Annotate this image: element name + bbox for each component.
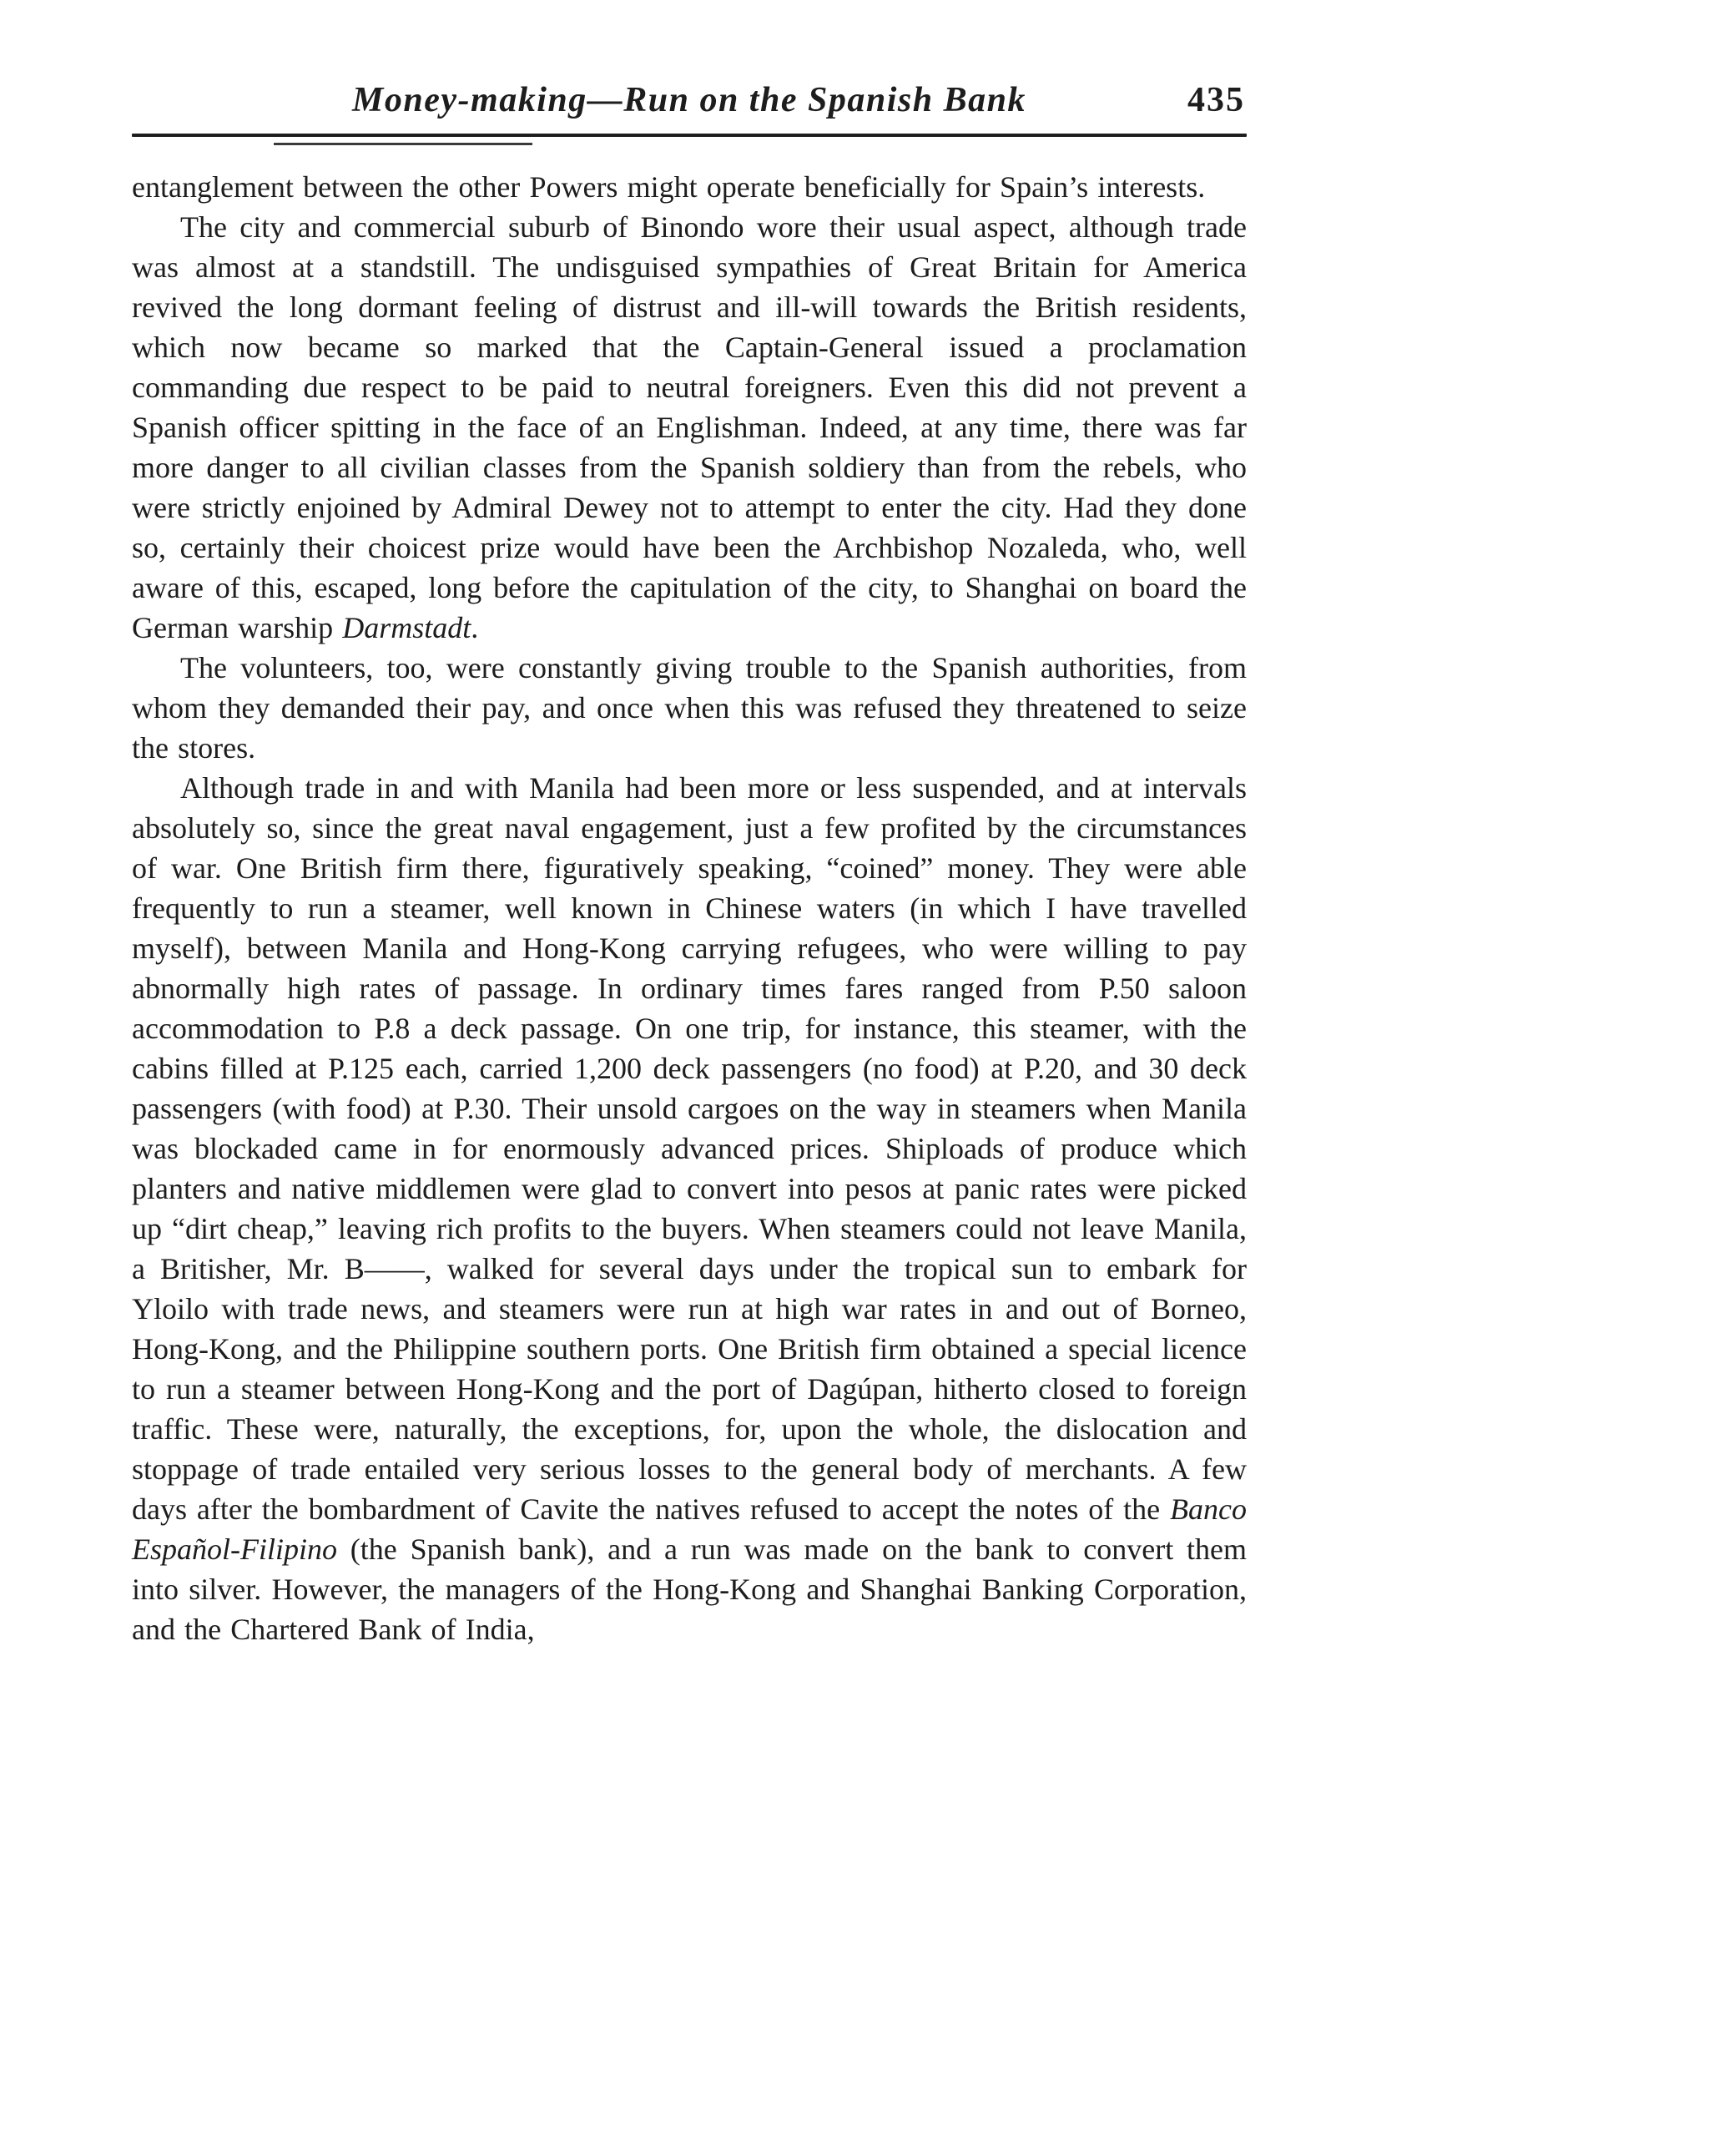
text-segment: entanglement between the other Powers might operate beneficially for Spain’s interests. xyxy=(132,170,1206,204)
italic-text-segment: Banco Español-Filipino xyxy=(132,1492,1247,1566)
italic-text-segment: Darmstadt xyxy=(342,611,471,644)
text-segment: The volunteers, too, were constantly giving trouble to the Spanish authorities, from whom they demanded their pay, and once when this was refused they threatened to seize the stores. xyxy=(132,651,1247,765)
page-number: 435 xyxy=(1187,81,1245,119)
paragraph xyxy=(132,768,1247,1649)
page-header-title: Money-making—Run on the Spanish Bank xyxy=(352,81,1026,119)
page-content xyxy=(132,77,1247,1649)
body-text xyxy=(132,167,1247,1649)
text-segment: . xyxy=(471,611,479,644)
text-segment: The city and commercial suburb of Binondo wore their usual aspect, although trade was almost at a standstill. The undisguised sympathies of Great Britain for America revived the long dormant feeling of distrust and ill-will towards the British residents, which now became so marked that the Captain-General issued a proclamation commanding due respect to be paid to neutral foreigners. Even this did not prevent a Spanish officer spitting in the face of an Englishman. Indeed, at any time, there was far more danger to all civilian classes from the Spanish soldiery than from the rebels, who were strictly enjoined by Admiral Dewey not to attempt to enter the city. Had they done so, certainly their choicest prize would have been the Archbishop Nozaleda, who, well aware of this, escaped, long before the capitulation of the city, to Shanghai on board the German warship xyxy=(132,210,1247,644)
paragraph xyxy=(132,207,1247,648)
running-head xyxy=(132,77,1247,129)
header-rule-artifact xyxy=(274,143,532,145)
text-segment: Although trade in and with Manila had been more or less suspended, and at intervals absolutely so, since the great naval engagement, just a few profited by the circumstances of war. One British firm there, figuratively speaking, “coined” money. They were able frequently to run a steamer, well known in Chinese waters (in which I have travelled myself), between Manila and Hong-Kong carrying refugees, who were willing to pay abnormally high rates of passage. In ordinary times fares ranged from P.50 saloon accommodation to P.8 a deck passage. On one trip, for instance, this steamer, with the cabins filled at P.125 each, carried 1,200 deck passengers (no food) at P.20, and 30 deck passengers (with food) at P.30. Their unsold cargoes on the way in steamers when Manila was blockaded came in for enormously advanced prices. Shiploads of produce which planters and native middlemen were glad to convert into pesos at panic rates were picked up “dirt cheap,” leaving rich profits to the buyers. When steamers could not leave Manila, a Britisher, Mr. B——, walked for several days under the tropical sun to embark for Yloilo with trade news, and steamers were run at high war rates in and out of Borneo, Hong-Kong, and the Philippine southern ports. One British firm obtained a special licence to run a steamer between Hong-Kong and the port of Dagúpan, hitherto closed to foreign traffic. These were, naturally, the exceptions, for, upon the whole, the dislocation and stoppage of trade entailed very serious losses to the general body of merchants. A few days after the bombardment of Cavite the natives refused to accept the notes of the xyxy=(132,771,1247,1526)
header-rule xyxy=(132,134,1247,137)
paragraph xyxy=(132,167,1247,207)
paragraph xyxy=(132,648,1247,768)
text-segment: (the Spanish bank), and a run was made on the bank to convert them into silver. However, the managers of the Hong-Kong and Shanghai Banking Corporation, and the Chartered Bank of India, xyxy=(132,1532,1247,1646)
